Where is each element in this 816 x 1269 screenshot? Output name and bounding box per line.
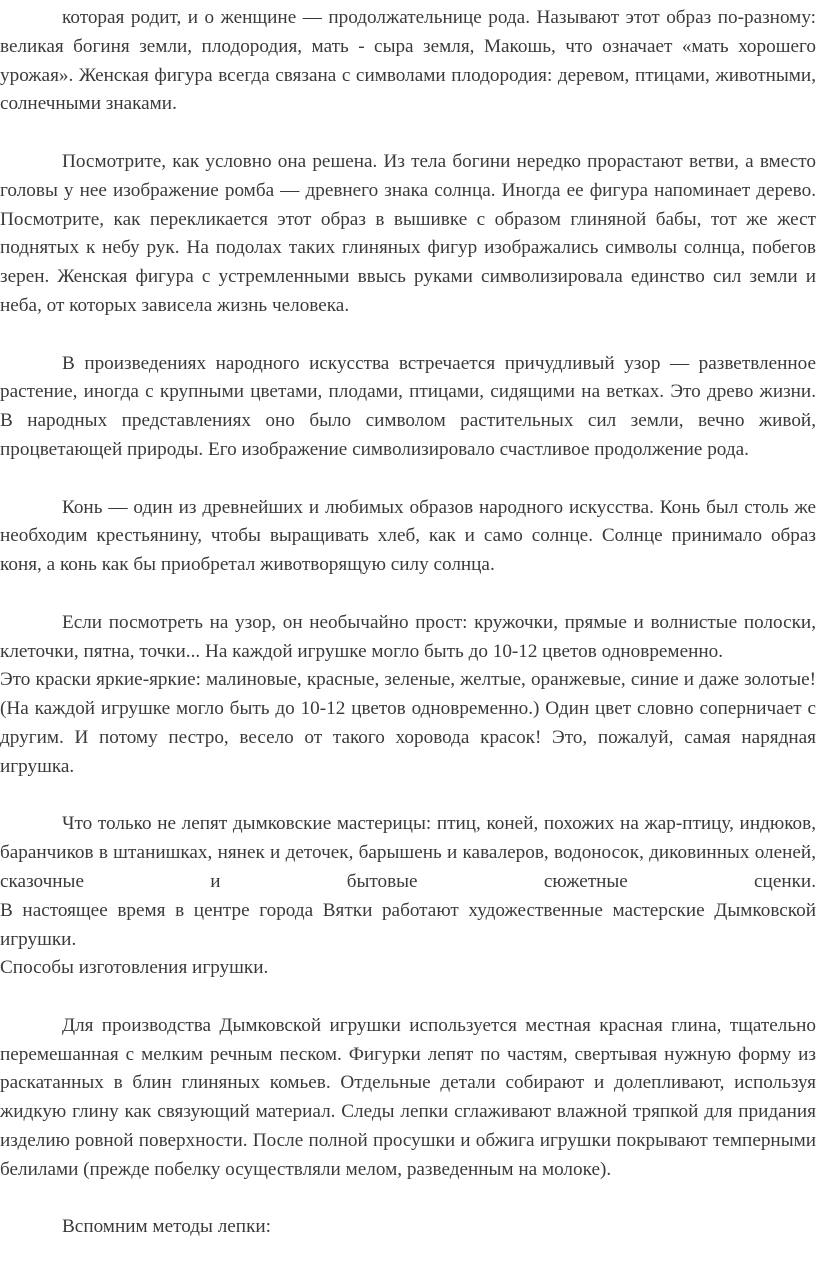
paragraph-colors: Это краски яркие-яркие: малиновые, красные, зеленые, желтые, оранжевые, синие и даже золотые! (На каждой игрушке могло быть до 10-12 цветов одновременно.) Один цвет словно соперничает с другим. И потому пестро, весело от такого хоровода красок! Это, пожалуй, самая нарядная игрушка. — [0, 669, 816, 777]
paragraph-tree-of-life: В произведениях народного искусства встречается причудливый узор — разветвленное растение, иногда с крупными цветами, плодами, птицами, сидящими на ветках. Это древо жизни. В народных представлениях оно было символом растительных сил земли, вечно живой, процветающей природы. Его изображение символизировало счастливое продолжение рода. — [0, 352, 816, 460]
paragraph-modeling-methods: Вспомним методы лепки: — [62, 1216, 271, 1238]
paragraph-continuation-fertility — [0, 4, 816, 119]
paragraph-horse: Конь — один из древнейших и любимых образов народного искусства. Конь был столь же необходим крестьянину, чтобы выращивать хлеб, как и само солнце. Солнце принимало образ коня, а конь как бы приобретал животворящую силу солнца. — [0, 496, 816, 576]
paragraph-craftswomen: Что только не лепят дымковские мастерицы: птиц, коней, похожих на жар-птицу, индюков, баранчиков в штанишках, нянек и деточек, барышень и кавалеров, водоносок, диковинных оленей, сказочные и бытовые сюжетные сценки. — [0, 813, 816, 892]
paragraph-workshops: В настоящее время в центре города Вятки работают художественные мастерские Дымковской игрушки. — [0, 899, 816, 950]
paragraph-goddess-symbolism: Посмотрите, как условно она решена. Из тела богини нередко прорастают ветви, а вместо головы у нее изображение ромба — древнего знака солнца. Иногда ее фигура напоминает дерево. Посмотрите, как перекликается этот образ в вышивке с образом глиняной бабы, тот же жест поднятых к небу рук. На подолах таких глиняных фигур изображались символы солнца, побегов зерен. Женская фигура с устремленными ввысь руками символизировала единство сил земли и неба, от которых зависела жизнь человека. — [0, 150, 816, 316]
paragraph-production: Для производства Дымковской игрушки используется местная красная глина, тщательно перемешанная с мелким речным песком. Фигурки лепят по частям, свертывая нужную форму из раскатанных в блин глиняных комьев. Отдельные детали собирают и долепливают, используя жидкую глину как связующий материал. Следы лепки сглаживают влажной тряпкой для придания изделию ровной поверхности. После полной просушки и обжига игрушки покрывают темперными белилами (прежде побелку осуществляли мелом, разведенным на молоке). — [0, 1014, 816, 1180]
paragraph-pattern: Если посмотреть на узор, он необычайно прост: кружочки, прямые и волнистые полоски, клеточки, пятна, точки... На каждой игрушке могло быть до 10-12 цветов одновременно. — [0, 611, 816, 662]
paragraph-text: которая родит, и о женщине — продолжательнице рода. Называют этот образ по-разному: великая богиня земли, плодородия, мать - сыра земля, Макошь, что означает «мать хорошего урожая». Женская фигура всегда связана с символами плодородия: деревом, птицами, животными, солнечными знаками. — [0, 7, 816, 115]
section-heading-methods: Способы изготовления игрушки. — [0, 957, 269, 979]
